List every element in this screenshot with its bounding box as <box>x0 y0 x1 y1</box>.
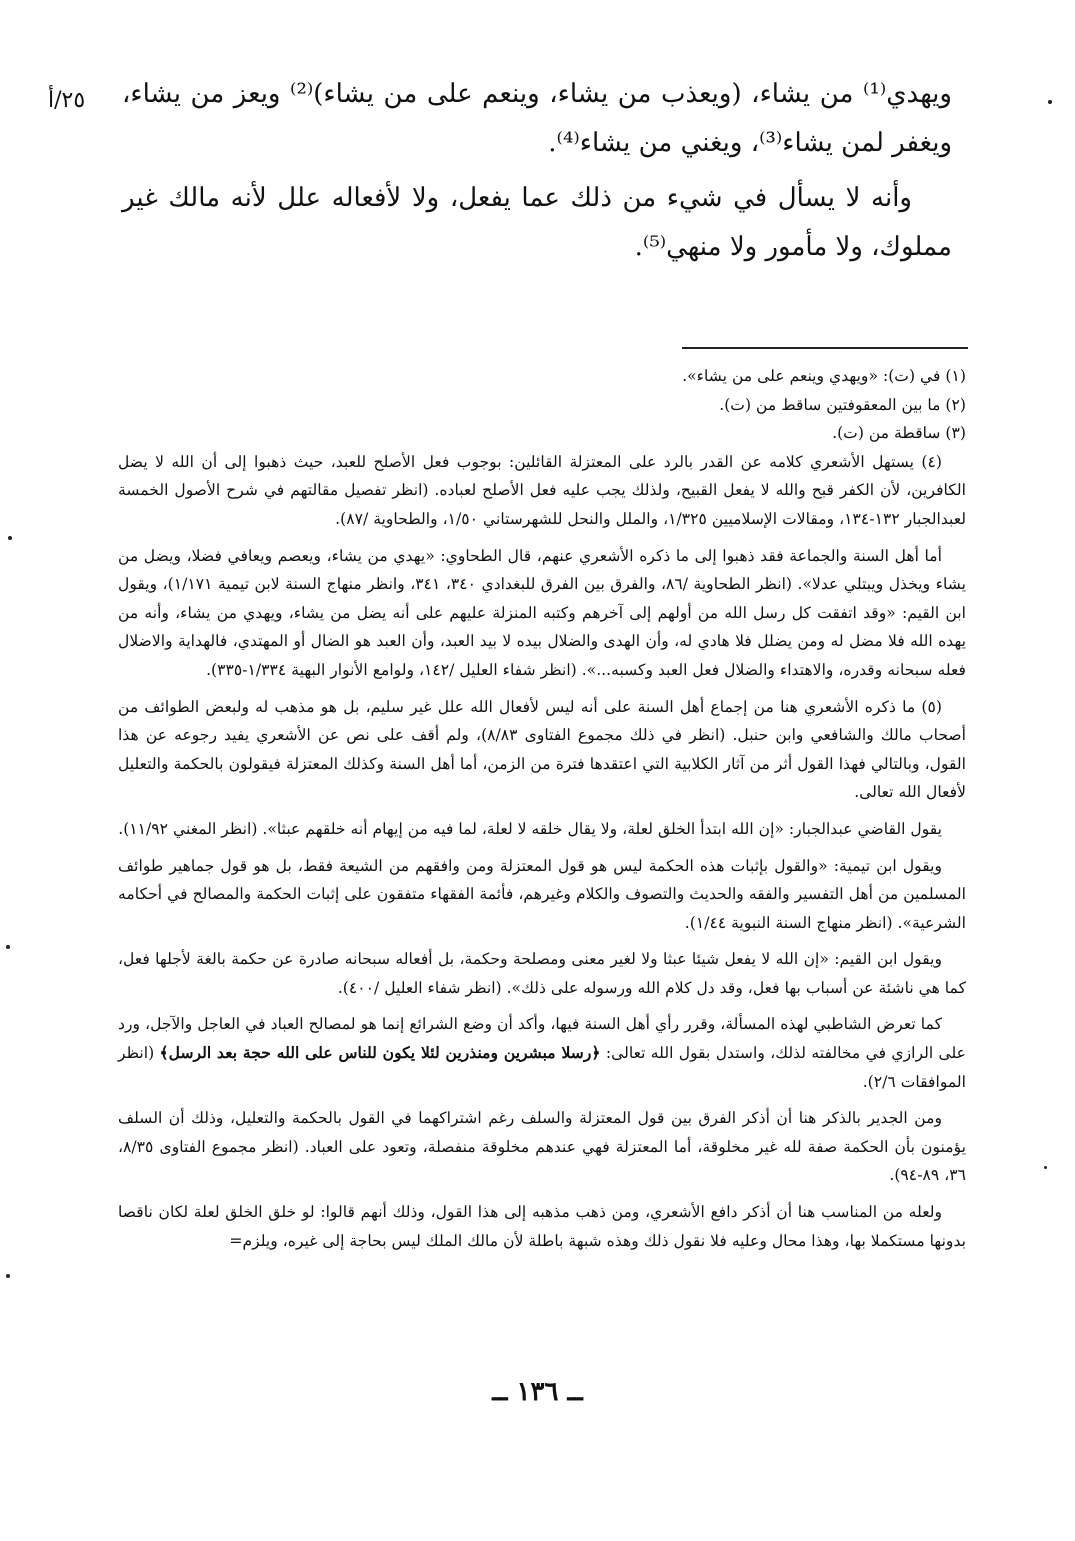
footnote-4-continuation: أما أهل السنة والجماعة فقد ذهبوا إلى ما ذكره الأشعري عنهم، قال الطحاوي: «يهدي من يشاء، ويعصم ويعافي فضلا، ويضل من يشاء ويخذل ويبتلي عدلا». (انظر الطحاوية /٨٦، والفرق بين الفرق للبغدادي ٣٤٠، ٣٤١، وانظر منهاج السنة لابن تيمية ١/١٧١)، ويقول ابن القيم: «وقد اتفقت كل رسل الله من أولهم إلى آخرهم وكتبه المنزلة عليهم على أنه يضل من يشاء، ويهدي من يشاء، وأنه من يهده الله فلا مضل له ومن يضلل فلا هادي له، وأن الهدى والضلال بيده لا بيد العبد، وأن العبد هو الضال أو المهتدي، فالهداية والاضلال فعله سبحانه وقدره، والاهتداء والضلال فعل العبد وكسبه...». (انظر شفاء العليل /١٤٢، ولوامع الأنوار البهية ١/٣٣٤-٣٣٥). <box>118 546 966 679</box>
footnote-5-motive: ولعله من المناسب هنا أن أذكر دافع الأشعري، ومن ذهب مذهبه إلى هذا القول، وذلك أنهم قالوا: لو خلق الخلق لعلة لكان ناقصا بدونها مستكملا بها، وهذا محال وعليه فلا نقول ذلك وهذه شبهة باطلة لأن مالك الملك ليس بحاجة إلى غيره، ويلزم= <box>118 1203 966 1250</box>
footnote-3: (٣) ساقطة من (ت). <box>832 424 966 443</box>
footnote-5: (٥) ما ذكره الأشعري هنا من إجماع أهل السنة على أنه ليس لأفعال الله علل غير سليم، بل هو مذهب له ولبعض الطوائف من أصحاب مالك والشافعي وابن حنبل. (انظر في ذلك مجموع الفتاوى ٨/٨٣)، ولم أقف على نص عن الأشعري يفيد رجوعه عن هذا القول، وبالتالي فهذا القول أثر من آثار الكلابية التي اعتقدها فترة من الزمن، أما أهل السنة وكذلك المعتزلة فيقولون بالحكمة والتعليل لأفعال الله تعالى. <box>118 697 966 802</box>
main-paragraph-2: وأنه لا يسأل في شيء من ذلك عما يفعل، ولا لأفعاله علل لأنه مالك غير مملوك، ولا مأمور ولا منهي⁽⁵⁾. <box>122 183 952 262</box>
scan-speck <box>6 1274 10 1278</box>
footnote-5-qadi-abduljabbar: يقول القاضي عبدالجبار: «إن الله ابتدأ الخلق لعلة، ولا يقال خلقه لا لعلة، لما فيه من إيهام أنه خلقهم عبثا». (انظر المغني ١١/٩٢). <box>118 819 942 838</box>
shatibi-text-end: (انظر الموافقات ٢/٦). <box>118 1044 966 1091</box>
scan-speck <box>1048 100 1052 104</box>
footnote-1: (١) في (ت): «ويهدي وينعم على من يشاء». <box>682 367 966 385</box>
footnote-2: (٢) ما بين المعقوفتين ساقط من (ت). <box>719 395 966 414</box>
footnote-5-ibn-taymiyya: ويقول ابن تيمية: «والقول بإثبات هذه الحكمة ليس هو قول المعتزلة ومن وافقهم من الشيعة فقط، بل هو قول جماهير طوائف المسلمين من أهل التفسير والفقه والحديث والتصوف والكلام وغيرهم، فأئمة الفقهاء متفقون على إثبات الحكمة والمصالح في أحكامه الشرعية». (انظر منهاج السنة النبوية ١/٤٤). <box>118 856 966 932</box>
main-text-body <box>122 70 952 272</box>
scan-speck <box>1044 1166 1047 1169</box>
footnote-4: (٤) يستهل الأشعري كلامه عن القدر بالرد على المعتزلة القائلين: بوجوب فعل الأصلح للعبد، حيث ذهبوا إلى أن الله لا يضل الكافرين، لأن الكفر قبح والله لا يفعل القبيح، ولذلك يجب عليه فعل الأصلح لعباده. (انظر تفصيل مقالتهم في شرح الأصول الخمسة لعبدالجبار ١٣٢-١٣٤، ومقالات الإسلاميين ١/٣٢٥، والملل والنحل للشهرستاني ١/٥٠، والطحاوية /٨٧). <box>118 452 966 528</box>
page-number: ــ ١٣٦ ــ <box>492 1377 583 1407</box>
footnote-separator-rule <box>682 347 968 349</box>
manuscript-folio-reference: ٢٥/أ <box>48 88 86 113</box>
scan-speck <box>8 536 12 540</box>
footnote-5-ibn-qayyim: ويقول ابن القيم: «إن الله لا يفعل شيئا عبثا ولا لغير معنى ومصلحة وحكمة، بل أفعاله سبحانه صادرة عن حكمة بالغة لأجلها فعل، كما هي ناشئة عن أسباب بها فعل، وقد دل كلام الله ورسوله على ذلك». (انظر شفاء العليل /٤٠٠). <box>118 950 966 997</box>
footnote-5-shatibi <box>118 1010 966 1096</box>
footnotes-section <box>118 362 966 1255</box>
main-paragraph-1: ويهدي⁽¹⁾ من يشاء، (ويعذب من يشاء، وينعم على من يشاء)⁽²⁾ ويعز من يشاء، ويغفر لمن يشاء⁽³⁾، ويغني من يشاء⁽⁴⁾. <box>122 79 952 158</box>
shatibi-text-start: كما تعرض الشاطبي لهذه المسألة، وقرر رأي أهل السنة فيها، وأكد أن وضع الشرائع إنما هو لمصالح العباد في العاجل والآجل، ورد على الرازي في مخالفته لذلك، واستدل بقول الله تعالى: <box>118 1015 966 1063</box>
scan-speck <box>6 945 10 949</box>
quran-verse-quote: ﴿رسلا مبشرين ومنذرين لئلا يكون للناس على الله حجة بعد الرسل﴾ <box>159 1043 601 1063</box>
footnote-5-difference: ومن الجدير بالذكر هنا أن أذكر الفرق بين قول المعتزلة والسلف رغم اشتراكهما في القول بالحكمة والتعليل، وذلك أن السلف يؤمنون بأن الحكمة صفة لله غير مخلوقة، أما المعتزلة فهي عندهم مخلوقة منفصلة، وتعود على العباد. (انظر مجموع الفتاوى ٨/٣٥، ٣٦، ٨٩-٩٤). <box>118 1109 966 1185</box>
